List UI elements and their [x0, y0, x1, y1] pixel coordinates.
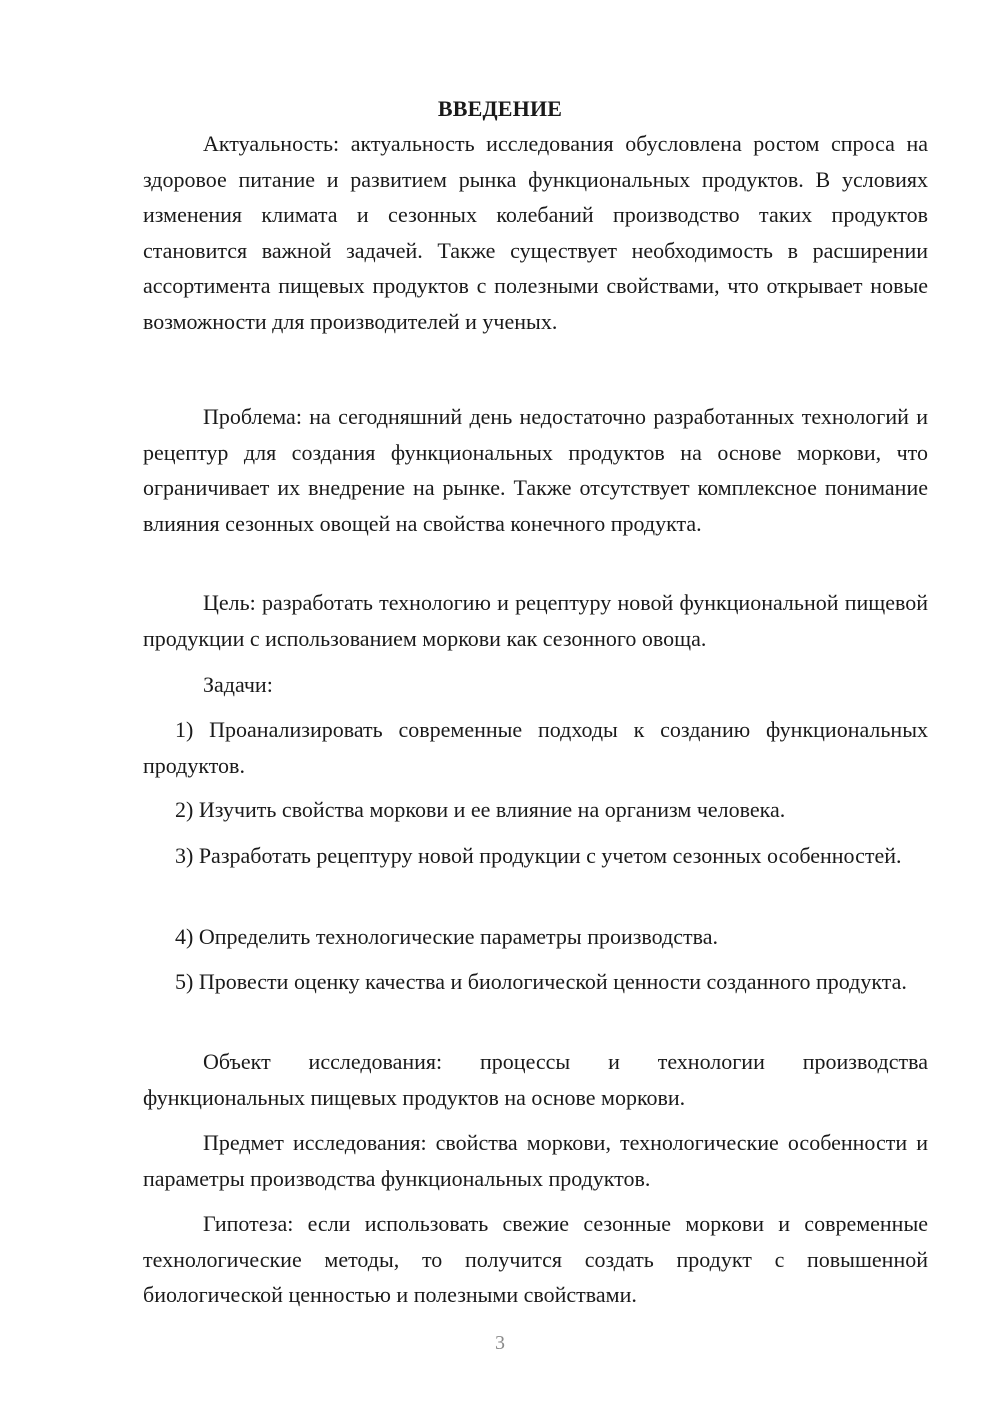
page-heading: ВВЕДЕНИЕ	[437, 96, 563, 121]
task-item-2: 2) Изучить свойства моркови и ее влияние на организм человека.	[175, 797, 786, 822]
task-item-3: 3) Разработать рецептуру новой продукции с учетом сезонных особенностей.	[175, 843, 902, 868]
task-item-1: 1) Проанализировать современные подходы к созданию функциональных продуктов.	[143, 717, 928, 778]
paragraph-problem: Проблема: на сегодняшний день недостаточно разработанных технологий и рецептур для создания функциональных продуктов на основе моркови, что ограничивает их внедрение на рынке. Также отсутствует комплексное понимание влияния сезонных овощей на свойства конечного продукта.	[143, 404, 928, 536]
paragraph-relevance: Актуальность: актуальность исследования обусловлена ростом спроса на здоровое питание и развитием рынка функциональных продуктов. В условиях изменения климата и сезонных колебаний производство таких продуктов становится важной задачей. Также существует необходимость в расширении ассортимента пищевых продуктов с полезными свойствами, что открывает новые возможности для производителей и ученых.	[143, 131, 928, 334]
task-item-4: 4) Определить технологические параметры производства.	[175, 924, 718, 949]
page-number: 3	[495, 1332, 505, 1354]
paragraph-hypothesis: Гипотеза: если использовать свежие сезонные моркови и современные технологические методы, то получится создать продукт с повышенной биологической ценностью и полезными свойствами.	[143, 1211, 928, 1307]
paragraph-object: Объект исследования: процессы и технологии производства функциональных пищевых продуктов на основе моркови.	[143, 1049, 928, 1110]
paragraph-subject: Предмет исследования: свойства моркови, технологические особенности и параметры производства функциональных продуктов.	[143, 1130, 928, 1191]
paragraph-goal: Цель: разработать технологию и рецептуру новой функциональной пищевой продукции с использованием моркови как сезонного овоща.	[143, 590, 928, 651]
tasks-label: Задачи:	[203, 672, 273, 697]
task-item-5: 5) Провести оценку качества и биологической ценности созданного продукта.	[175, 969, 907, 994]
